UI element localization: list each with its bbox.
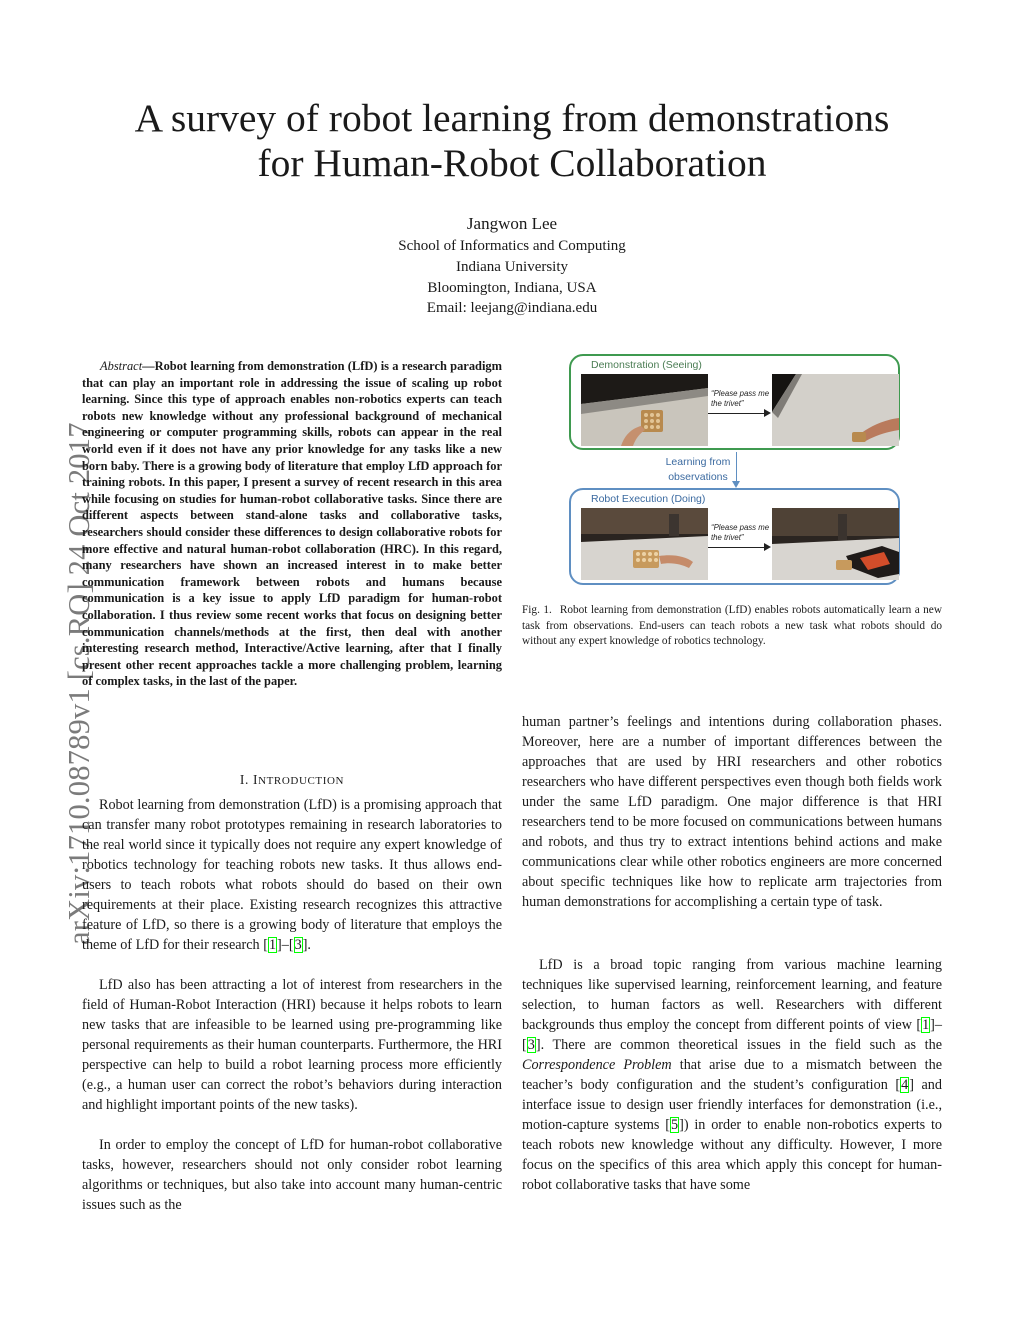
demo-arrow-line	[708, 413, 764, 414]
exec-photo-before	[581, 508, 708, 580]
citation-link[interactable]: 1	[268, 937, 277, 953]
intro-paragraph-4: human partner’s feelings and intentions during collaboration phases. Moreover, here are a number of important differences between the approaches that are used by HRI researchers and other robotics researchers who have different perspectives even though both fields work under the same LfD paradigm. One major difference is that HRI researchers tend to be more focused on communications between humans and robots, and thus try to extract intentions behind actions and make communications clear while other robotics engineers are more concerned about specific techniques like how to replicate arm trajectories from human demonstrations for accomplishing a certain type of task.	[522, 714, 942, 910]
section-title-rest: NTRODUCTION	[258, 775, 345, 787]
abstract-text: Robot learning from demonstration (LfD) is a research paradigm that can play an important role in addressing the issue of scaling up robot learning. Since this type of approach enables non-robotics experts can teach robots new knowledge without any professional background of mechanical engineering or computer programming skills, robots can appear in the real world even if it does not have any prior knowledge for any tasks like a new born baby. There is a growing body of literature that employ LfD approach for training robots. In this paper, I present a survey of recent research in this area while focusing on studies for human-robot collaborative tasks. Since there are different aspects between stand-alone tasks and collaborative tasks, researchers should consider these differences to design collaborative robots for more effective and natural human-robot collaboration (HRC). In this regard, many researchers have shown an increased interest in to make better communication framework between robots and humans because communication is a key issue to apply LfD paradigm for human-robot collaboration. I thus review some recent works that focus on designing better communication channels/methods at the first, then deal with another interesting research method, Interactive/Active learning, after that I finally present other recent approaches tackle a more challenging problem, learning of complex tasks, in the last of the paper.	[82, 359, 502, 689]
demo-arrow-head	[764, 409, 771, 417]
arxiv-side-stamp	[28, 355, 96, 945]
demo-photo-before	[581, 374, 708, 446]
citation-range-dash: –	[281, 937, 289, 953]
author-name: Jangwon Lee	[466, 214, 558, 233]
intro-p5-a: LfD is a broad topic ranging from various machine learning techniques like supervised learning, reinforcement learning, and feature selection, to human factors as well. Researchers with different backgrounds thus employ the concept from different points of view	[522, 957, 942, 1033]
exec-arrow-line	[708, 547, 764, 548]
citation-link[interactable]: 3	[294, 937, 302, 953]
citation-link[interactable]: 3	[527, 1037, 535, 1053]
intro-p1-text: Robot learning from demonstration (LfD) is a promising approach that can transfer many robot prototypes remaining in research laboratories to the real world since it typically does not require any expert knowledge of robotics technology for teaching robots new tasks. It thus allows end-users to teach robots what robots should do based on their own requirements at their place. Existing research recognizes this attractive feature of LfD, so there is a growing body of literature that employs the theme of LfD for their research	[82, 797, 502, 953]
intro-p5-b: . There are common theoretical issues in the field such as the	[540, 1037, 942, 1053]
intro-p5-d: and interface issue to design user friendly interfaces for demonstration (i.e., motion-capture systems	[522, 1077, 942, 1133]
abstract	[82, 358, 502, 690]
arxiv-stamp-text: arXiv:1710.08789v1 [cs.RO] 24 Oct 2017	[62, 422, 96, 945]
demo-photo-after	[772, 374, 899, 446]
robot-execution-label: Robot Execution (Doing)	[591, 493, 706, 505]
author-block	[262, 212, 762, 319]
citation-range-dash: –	[934, 1017, 942, 1033]
citation-link[interactable]: 1	[922, 1017, 930, 1033]
citation-link[interactable]: 5	[670, 1117, 679, 1133]
section-title-cap: I	[252, 772, 259, 787]
figure-1-caption	[522, 603, 942, 650]
figure-1	[565, 352, 905, 588]
abstract-label: Abstract	[100, 359, 143, 373]
author-affiliation-school: School of Informatics and Computing	[398, 238, 626, 254]
learning-from-observations-label: Learning from observations	[665, 456, 731, 483]
exec-arrow-head	[764, 543, 771, 551]
figure-caption-text: Robot learning from demonstration (LfD) enables robots automatically learn a new task from observations. End-users can teach robots a new task what robots should do without any expert knowledge of robotics technology.	[522, 604, 942, 648]
section-number: I.	[239, 772, 249, 787]
paper-title	[100, 96, 924, 186]
demonstration-label: Demonstration (Seeing)	[591, 359, 702, 371]
intro-paragraph-2: LfD also has been attracting a lot of interest from researchers in the field of Human-Robot Interaction (HRI) because it helps robots to learn new tasks that are infeasible to be learned using pre-programming like personal requirements as their human counterparts. Furthermore, the HRI perspective can help to build a robot learning process more efficiently (e.g., a human user can correct the robot’s behaviors during interaction and highlight important points of the new tasks).	[82, 977, 502, 1113]
abstract-dash: —	[142, 359, 155, 373]
author-affiliation-university: Indiana University	[455, 258, 569, 275]
title-line-1: A survey of robot learning from demonstrations	[134, 96, 890, 140]
intro-paragraph-3: In order to employ the concept of LfD for human-robot collaborative tasks, however, researchers should not only consider robot learning algorithms or techniques, but also take into account many human-centric issues such as the	[82, 1137, 502, 1213]
author-affiliation-location: Bloomington, Indiana, USA	[427, 279, 597, 296]
robot-execution-panel	[569, 488, 900, 585]
demonstration-panel	[569, 354, 900, 450]
exec-photo-after	[772, 508, 899, 580]
intro-paragraph-1: Robot learning from demonstration (LfD) is a promising approach that can transfer many robot prototypes remaining in research laboratories to the real world since it typically does not require any expert knowledge of robotics technology for teaching robots new tasks. It thus allows end-users to teach robots what robots should do based on their own requirements at their place. Existing research recognizes this attractive feature of LfD, so there is a growing body of literature that employs the theme of LfD for their research [1]–[3].	[82, 797, 502, 953]
intro-p5-e: ) in order to enable non-robotics experts to teach robots new knowledge without any difficulty. However, I more focus on the specifics of this area which apply this concept for human-robot collaborative tasks that have some	[522, 1117, 943, 1193]
citation-link[interactable]: 4	[901, 1077, 909, 1093]
intro-p5-c: that arise due to a mismatch between the teacher’s body configuration and the student’s configuration	[522, 1057, 942, 1093]
intro-paragraph-5: LfD is a broad topic ranging from various machine learning techniques like supervised learning, reinforcement learning, and feature selection, to human factors as well. Researchers with different backgrounds thus employ the concept from different points of view [1]–[3]. There are common theoretical issues in the field such as the Correspondence Problem that arise due to a mismatch between the teacher’s body configuration and the student’s configuration [4] and interface issue to design user friendly interfaces for demonstration (i.e., motion-capture systems [5]) in order to enable non-robotics experts to teach robots new knowledge without any difficulty. However, I more focus on the specifics of this area which apply this concept for human-robot collaborative tasks that have some	[522, 957, 943, 1193]
exec-quote: “Please pass me the trivet”	[711, 523, 770, 542]
author-email: Email: leejang@indiana.edu	[426, 300, 598, 317]
learning-arrow-line	[736, 452, 737, 482]
figure-caption-label: Fig. 1.	[522, 604, 552, 616]
correspondence-problem-term: Correspondence Problem	[522, 1057, 672, 1073]
demo-quote: “Please pass me the trivet”	[711, 389, 770, 408]
section-heading-introduction	[82, 771, 502, 790]
intro-p1-end: .	[307, 937, 311, 953]
title-line-2: for Human-Robot Collaboration	[257, 141, 767, 185]
learning-arrow-head	[732, 481, 740, 488]
